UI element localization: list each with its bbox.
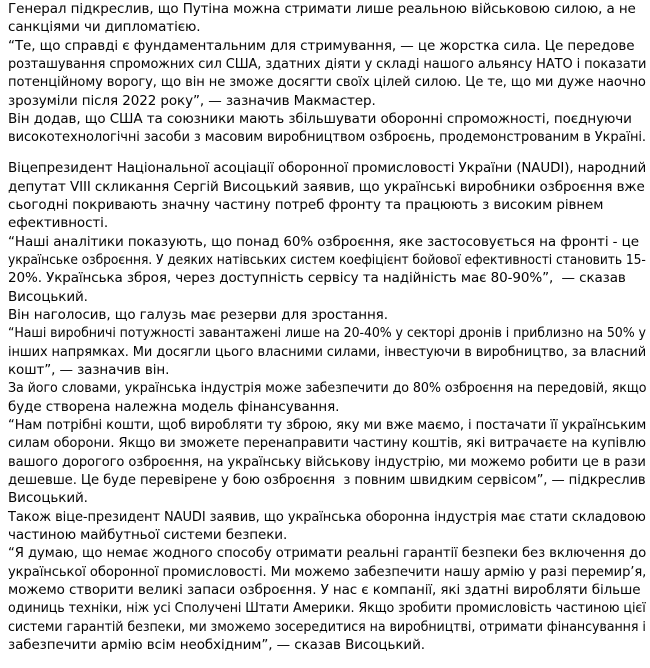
text-line: дешевше. Це буде перевірене у бою озброєння з повним швидким сервісом”, — підкреслив [8, 472, 646, 488]
text-line: ефективності. [8, 215, 109, 231]
text-line: Висоцький. [8, 289, 88, 305]
text-line: зрозуміли після 2022 року”, — зазначив Макмастер. [8, 93, 376, 109]
text-line: буде створена належна модель фінансування. [8, 399, 340, 415]
text-line: Генерал підкреслив, що Путіна можна стримати лише реальною військовою силою, а не [8, 1, 636, 17]
text-line: високотехнологічні засоби з масовим виробництвом озброєнь, продемонстрованим в Україні. [8, 129, 646, 145]
text-line: “Наші аналітики показують, що понад 60% озброєння, яке застосовується на фронті - це [8, 234, 639, 250]
text-line: сьогодні покривають значну частину потреб фронту та працюють з високим рівнем [8, 197, 604, 213]
text-line: Він додав, що США та союзники мають збільшувати оборонні спроможності, поєднуючи [8, 111, 632, 127]
text-line: можемо створити великі запаси озброєння. У нас є компанії, які здатні виробляти більше [8, 582, 641, 598]
text-line: “Я думаю, що немає жодного способу отримати реальні гарантії безпеки без включення до [8, 545, 647, 561]
text-line: силам оборони. Якщо ви зможете перенаправити частину коштів, які витрачаєте на купівлю [8, 435, 646, 451]
text-line: Він наголосив, що галузь має резерви для зростання. [8, 307, 388, 323]
text-line: української оборонної промисловості. Ми можемо забезпечити нашу армію у разі перемир’я, [8, 564, 647, 580]
text-line: 20%. Українська зброя, через доступність сервісу та надійність має 80-90%”, — сказав [8, 270, 626, 286]
text-line: частиною майбутньої системи безпеки. [8, 527, 288, 543]
text-line: потенційному ворогу, що він не зможе досягти своїх цілей силою. Це те, що ми дуже наочно [8, 74, 646, 90]
text-line: одиниць техніки, ніж усі Сполучені Штати Америки. Якщо зробити промисловість частиною цієї [8, 600, 646, 616]
text-line: За його словами, українська індустрія може забезпечити до 80% озброєння на передовій, якщо [8, 380, 647, 396]
text-line: Віцепрезидент Національної асоціації оборонної промисловості України (NAUDI), народний [8, 160, 647, 176]
text-line: Також віце-президент NAUDI заявив, що українська оборонна індустрія має стати складовою [8, 509, 646, 525]
text-line: розташування спроможних сил США, здатних діяти у складі нашого альянсу НАТО і показати [8, 56, 647, 72]
text-line: інших напрямках. Ми досягли цього власними силами, інвестуючи в виробництво, за власний [8, 344, 647, 360]
text-line: “Те, що справді є фундаментальним для стримування, — це жорстка сила. Це передове [8, 38, 635, 54]
text-line: “Нам потрібні кошти, щоб виробляти ту зброю, яку ми вже маємо, і постачати її українським [8, 417, 647, 433]
text-line: забезпечити армію всім необхідним”, — сказав Висоцький. [8, 637, 425, 653]
text-line: кошт”, — зазначив він. [8, 362, 170, 378]
text-line: депутат VIII скликання Сергій Висоцький заявив, що українські виробники озброєння вже [8, 179, 645, 195]
text-line: “Наші виробничі потужності завантажені лише на 20-40% у секторі дронів і приблизно на 50% у [8, 325, 646, 341]
text-line: Висоцький. [8, 490, 88, 506]
text-line: системи гарантій безпеки, ми зможемо зосередитися на виробництві, отримати фінансування і [8, 619, 646, 635]
text-line: вашого дорогого озброєння, на українську військову індустрію, ми можемо робити це в рази [8, 454, 646, 470]
text-line: санкціями чи дипломатією. [8, 19, 201, 35]
text-line: українське озброєння. У деяких натівських систем коефіцієнт бойової ефективності становить 15- [8, 252, 646, 268]
